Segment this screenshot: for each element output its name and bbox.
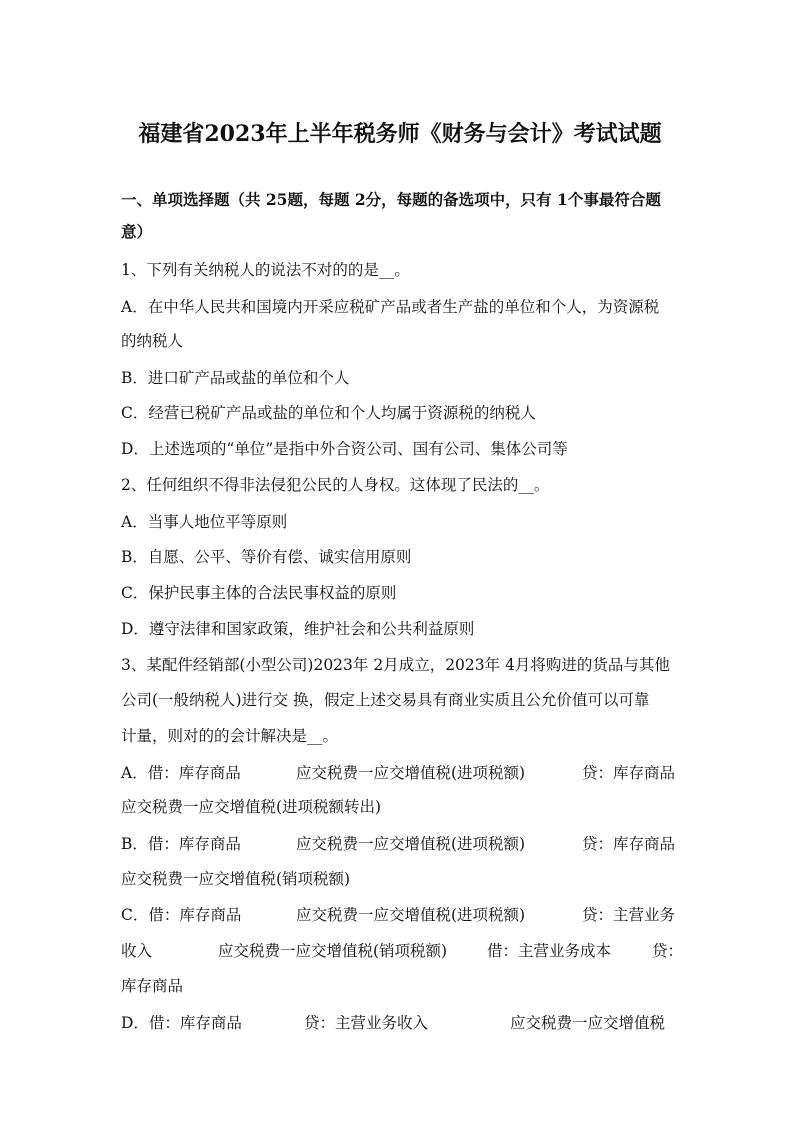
question-3-stem-line2: 公司(一般纳税人)进行交 换，假定上述交易具有商业实质且公允价值可以可靠 xyxy=(121,691,650,709)
section-heading-line1: 一、单项选择题（共 25题，每题 2分，每题的备选项中，只有 1个事最符合题 xyxy=(121,190,661,209)
question-1-stem: 1、下列有关纳税人的说法不对的的是__。 xyxy=(121,261,410,279)
question-3-option-c-line2-d: 贷： xyxy=(652,942,684,960)
question-3-option-b-line2: 应交税费一应交增值税(销项税额) xyxy=(121,870,351,888)
question-3-option-c-debit: C．借：库存商品 xyxy=(121,906,242,924)
question-2-stem: 2、任何组织不得非法侵犯公民的人身权。这体现了民法的__。 xyxy=(121,476,550,494)
question-3-option-a-credit: 贷：库存商品 xyxy=(582,764,676,782)
question-3-option-d-credit-tax: 应交税费一应交增值税 xyxy=(510,1014,666,1032)
question-3-option-a-debit: A．借：库存商品 xyxy=(121,764,241,782)
question-3-option-c-line2-b: 应交税费一应交增值税(销项税额) xyxy=(218,942,448,960)
page-title: 福建省2023年上半年税务师《财务与会计》考试试题 xyxy=(138,121,662,147)
question-3-option-c-line2-a: 收入 xyxy=(121,942,153,960)
question-3-option-a-debit-tax: 应交税费一应交增值税(进项税额) xyxy=(296,764,526,782)
question-3-option-c-credit: 贷：主营业务 xyxy=(582,906,676,924)
question-3-option-b-debit: B．借：库存商品 xyxy=(121,835,241,853)
question-3-option-c-debit-tax: 应交税费一应交增值税(进项税额) xyxy=(296,906,526,924)
question-3-option-b-credit: 贷：库存商品 xyxy=(582,835,676,853)
question-3-option-c-line3: 库存商品 xyxy=(121,977,184,995)
question-1-option-a-line1: A．在中华人民共和国境内开采应税矿产品或者生产盐的单位和个人，为资源税 xyxy=(121,298,660,316)
question-1-option-d: D．上述选项的“单位”是指中外合资公司、国有公司、集体公司等 xyxy=(121,440,568,458)
question-3-option-d-credit: 贷：主营业务收入 xyxy=(304,1014,429,1032)
question-2-option-c: C．保护民事主体的合法民事权益的原则 xyxy=(121,584,397,602)
section-heading-line2: 意） xyxy=(121,222,153,241)
question-1-option-c: C．经营已税矿产品或盐的单位和个人均属于资源税的纳税人 xyxy=(121,404,536,422)
question-3-option-c-line2-c: 借：主营业务成本 xyxy=(487,942,612,960)
question-3-option-a-line2: 应交税费一应交增值税(进项税额转出) xyxy=(121,798,382,816)
question-2-option-a: A．当事人地位平等原则 xyxy=(121,513,288,531)
question-3-option-b-debit-tax: 应交税费一应交增值税(进项税额) xyxy=(296,835,526,853)
question-3-stem-line3: 计量，则对的的会计解决是__。 xyxy=(121,727,339,745)
question-1-option-a-line2: 的纳税人 xyxy=(121,332,184,350)
question-2-option-b: B．自愿、公平、等价有偿、诚实信用原则 xyxy=(121,548,412,566)
question-1-option-b: B．进口矿产品或盐的单位和个人 xyxy=(121,369,350,387)
question-3-stem-line1: 3、某配件经销部(小型公司)2023年 2月成立，2023年 4月将购进的货品与其他 xyxy=(121,656,670,674)
question-3-option-d-debit: D．借：库存商品 xyxy=(121,1014,242,1032)
question-2-option-d: D．遵守法律和国家政策，维护社会和公共利益原则 xyxy=(121,620,475,638)
